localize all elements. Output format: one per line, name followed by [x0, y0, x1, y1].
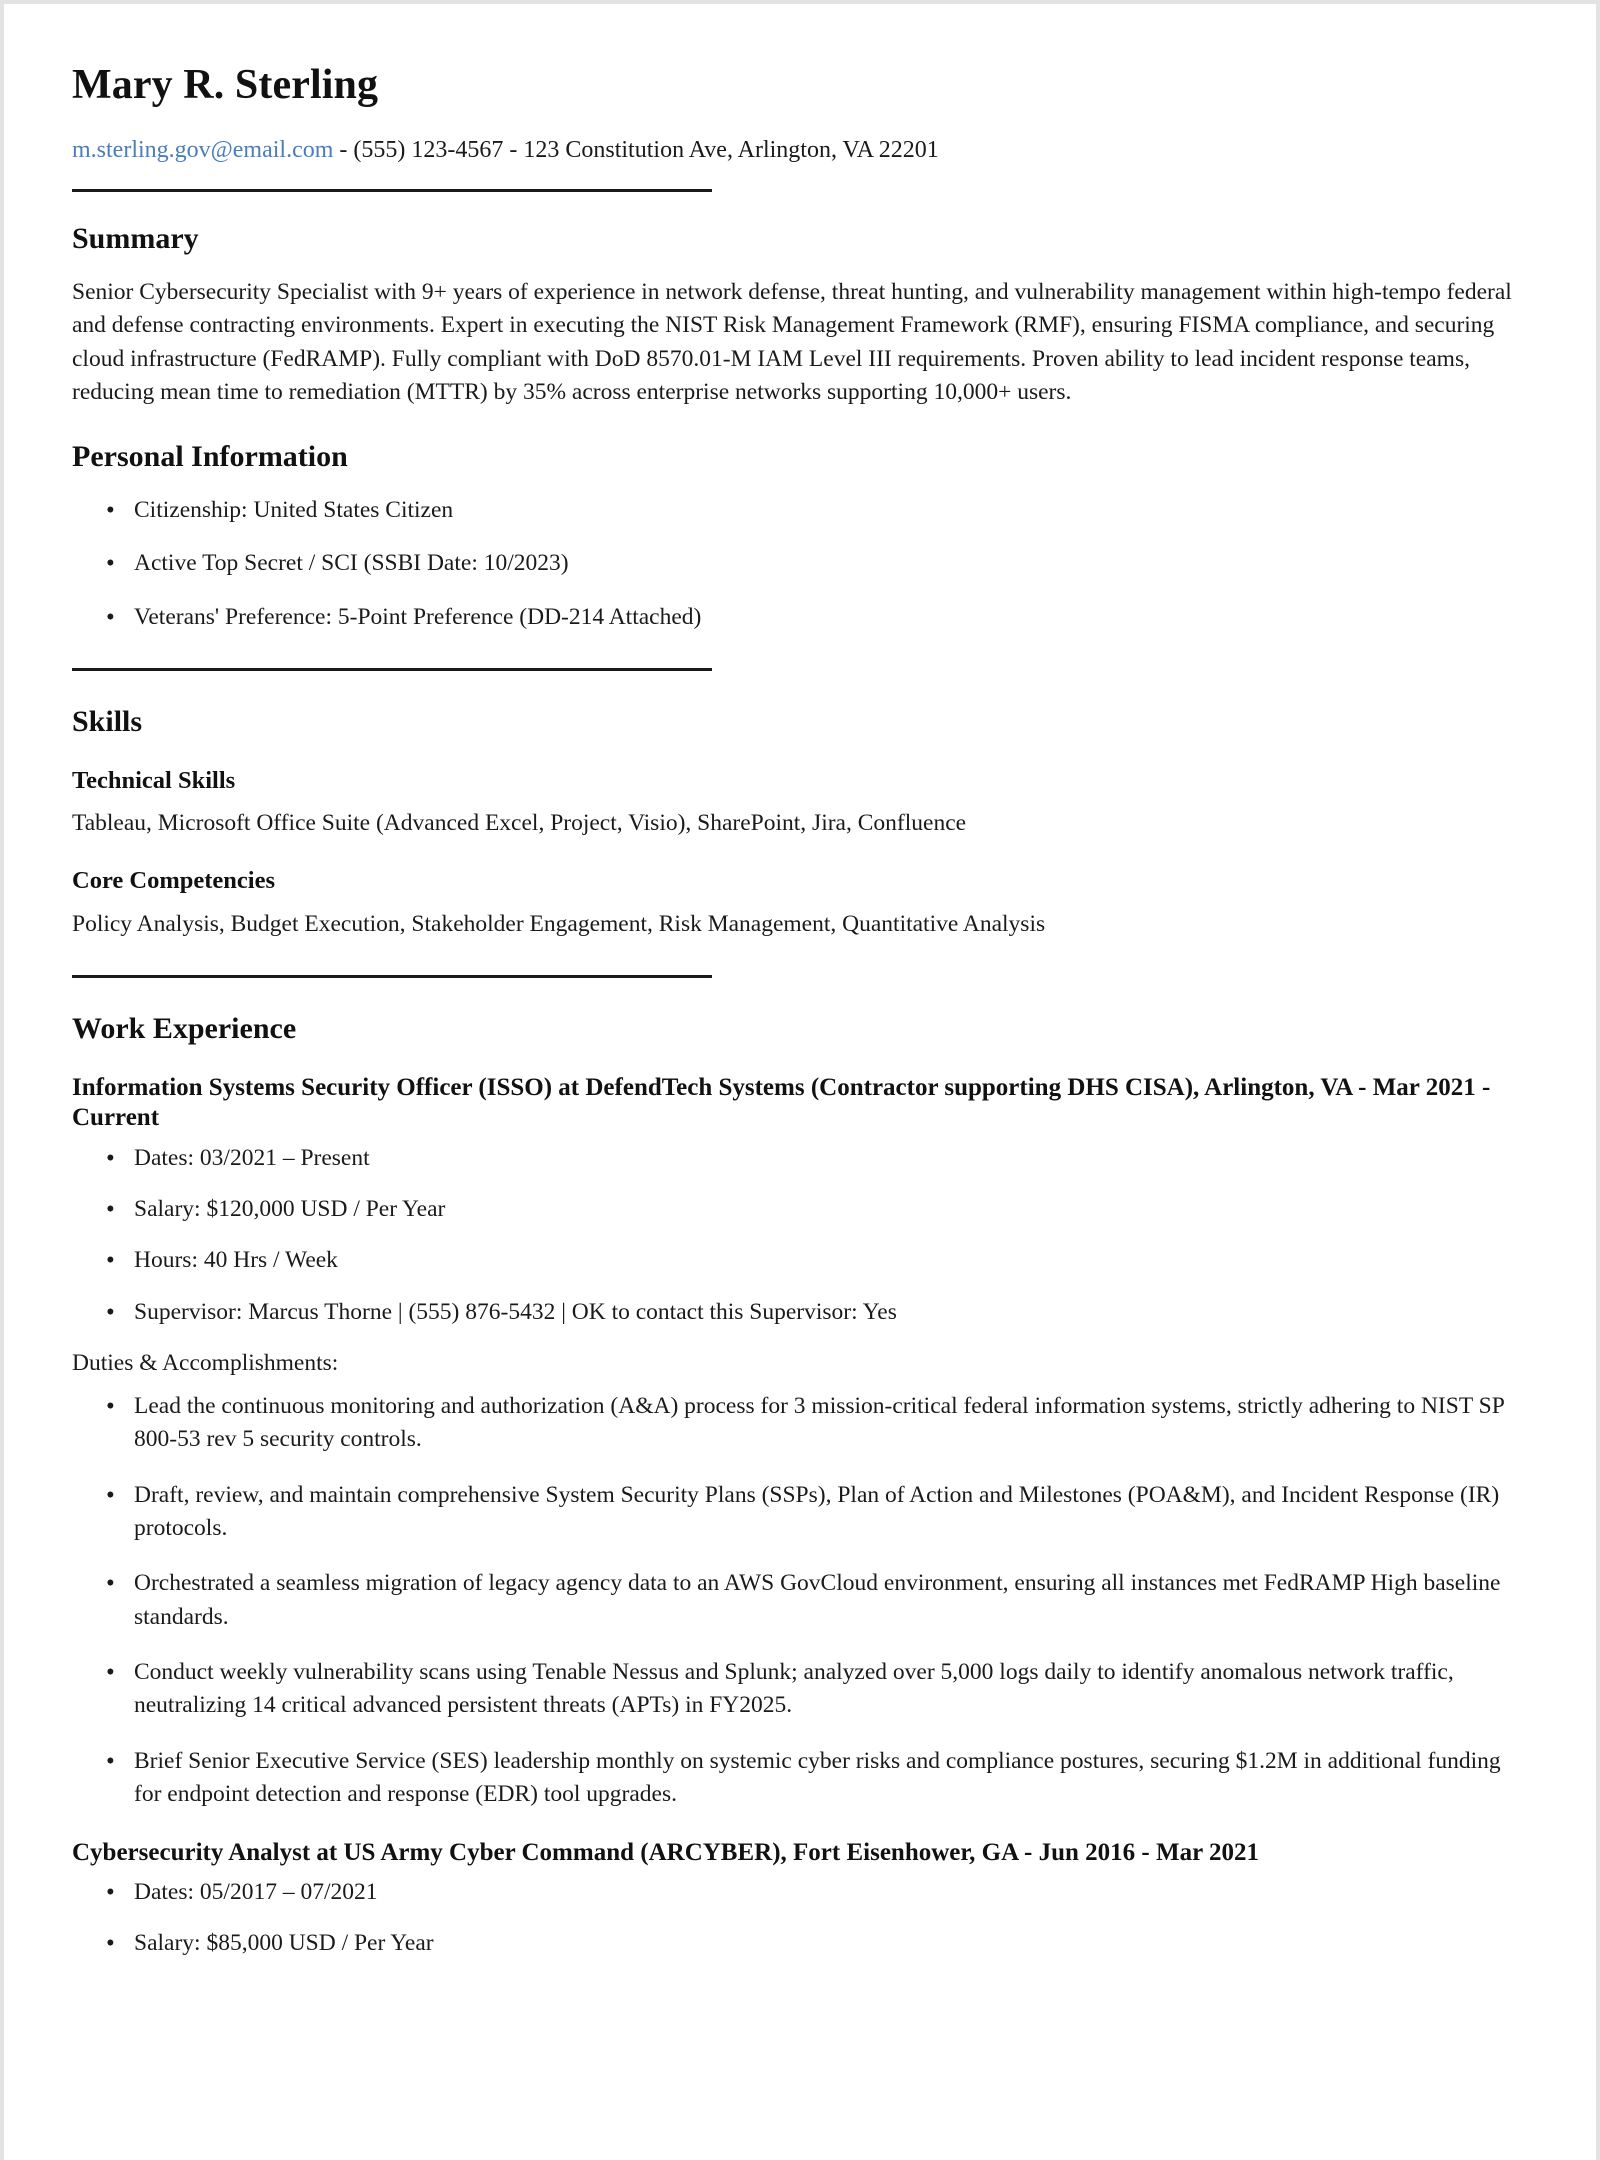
- list-item: • Lead the continuous monitoring and authorization (A&A) process for 3 mission-critical federal information systems, strictly adhering to NIST SP 800-53 rev 5 security controls.: [134, 1390, 1518, 1457]
- summary-text: Senior Cybersecurity Specialist with 9+ years of experience in network defense, threat hunting, and vulnerability management within high-tempo federal and defense contracting environments. Expert in executing the NIST Risk Management Framework (RMF), ensuring FISMA compliance, and securing cloud infrastructure (FedRAMP). Fully compliant with DoD 8570.01-M IAM Level III requirements. Proven ability to lead incident response teams, reducing mean time to remediation (MTTR) by 35% across enterprise networks supporting 10,000+ users.: [72, 279, 1512, 406]
- list-item: • Salary: $120,000 USD / Per Year: [134, 1193, 1518, 1226]
- list-item: • Salary: $85,000 USD / Per Year: [134, 1927, 1518, 1960]
- list-item: • Active Top Secret / SCI (SSBI Date: 10/2023): [134, 547, 1518, 580]
- core-competencies-text: Policy Analysis, Budget Execution, Stakeholder Engagement, Risk Management, Quantitative Analysis: [72, 910, 1046, 937]
- contact-separator-2: -: [503, 137, 524, 164]
- list-item: • Dates: 05/2017 – 07/2021: [134, 1876, 1518, 1909]
- list-item: • Supervisor: Marcus Thorne | (555) 876-5432 | OK to contact this Supervisor: Yes: [134, 1296, 1518, 1329]
- technical-skills-text: Tableau, Microsoft Office Suite (Advanced Excel, Project, Visio), SharePoint, Jira, Confluence: [72, 809, 967, 836]
- job-facts-list-1: [72, 1142, 1518, 1329]
- email-link[interactable]: m.sterling.gov@email.com: [72, 137, 334, 164]
- list-item: • Draft, review, and maintain comprehensive System Security Plans (SSPs), Plan of Action and Milestones (POA&M), and Incident Response (IR) protocols.: [134, 1479, 1518, 1546]
- divider-above-work-experience: [72, 975, 712, 978]
- duties-label-1: Duties & Accomplishments:: [72, 1350, 339, 1377]
- phone-number: (555) 123-4567: [353, 137, 504, 164]
- personal-information-list: [72, 494, 1518, 634]
- list-item: • Brief Senior Executive Service (SES) leadership monthly on systemic cyber risks and compliance postures, securing $1.2M in additional funding for endpoint detection and response (EDR) tool upgrades.: [134, 1745, 1518, 1812]
- section-heading-summary: Summary: [72, 221, 199, 255]
- list-item: • Veterans' Preference: 5-Point Preference (DD-214 Attached): [134, 601, 1518, 634]
- contact-line: [72, 134, 939, 191]
- list-item: • Hours: 40 Hrs / Week: [134, 1244, 1518, 1277]
- job-facts-list-2: [72, 1876, 1518, 1961]
- job-duties-list-1: [72, 1390, 1518, 1812]
- section-heading-work-experience: Work Experience: [72, 1012, 297, 1046]
- contact-separator-1: -: [333, 137, 354, 164]
- list-item: • Orchestrated a seamless migration of legacy agency data to an AWS GovCloud environment, ensuring all instances met FedRAMP High baseline standards.: [134, 1567, 1518, 1634]
- section-heading-skills: Skills: [72, 705, 143, 739]
- job-title-2: Cybersecurity Analyst at US Army Cyber Command (ARCYBER), Fort Eisenhower, GA - Jun 2016 - Mar 2021: [72, 1838, 1259, 1866]
- job-title-1: Information Systems Security Officer (ISSO) at DefendTech Systems (Contractor supporting DHS CISA), Arlington, VA - Mar 2021 - Current: [72, 1073, 1491, 1132]
- subsection-heading-core-competencies: Core Competencies: [72, 867, 275, 895]
- page-title: Mary R. Sterling: [72, 62, 379, 108]
- list-item: • Dates: 03/2021 – Present: [134, 1142, 1518, 1175]
- mailing-address: 123 Constitution Ave, Arlington, VA 22201: [523, 137, 939, 164]
- subsection-heading-technical-skills: Technical Skills: [72, 766, 236, 794]
- divider-above-skills: [72, 668, 712, 671]
- list-item: • Conduct weekly vulnerability scans using Tenable Nessus and Splunk; analyzed over 5,000 logs daily to identify anomalous network traffic, neutralizing 14 critical advanced persistent threats (APTs) in FY2025.: [134, 1656, 1518, 1723]
- section-heading-personal-information: Personal Information: [72, 439, 348, 473]
- list-item: • Citizenship: United States Citizen: [134, 494, 1518, 527]
